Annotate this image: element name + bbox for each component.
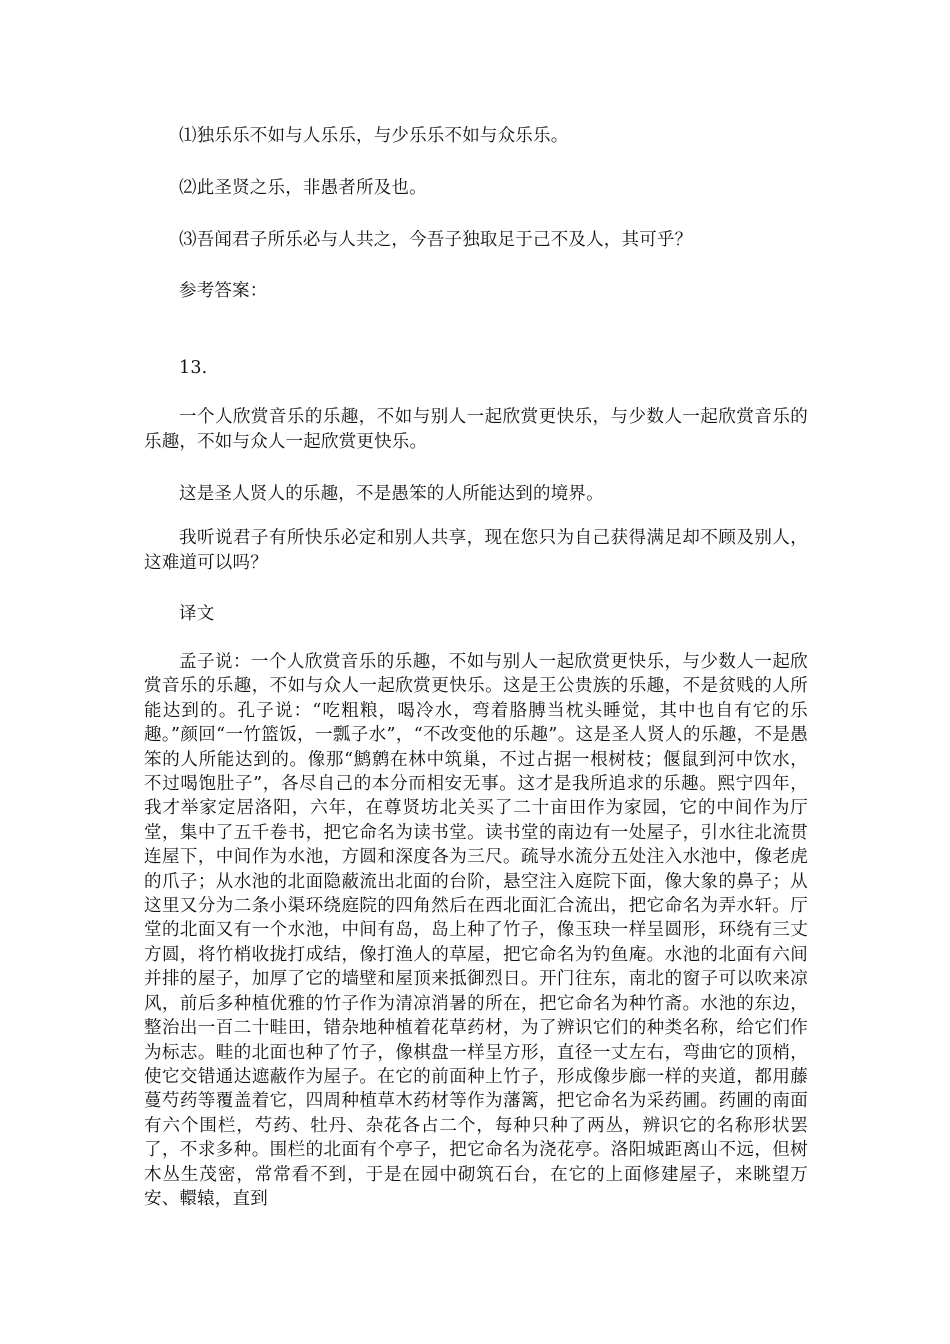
answer-item-2: 这是圣人贤人的乐趣，不是愚笨的人所能达到的境界。: [179, 484, 604, 504]
question-number: 13.: [179, 358, 208, 378]
answer-heading: 参考答案：: [179, 281, 268, 301]
translation-heading: 译文: [179, 604, 215, 624]
question-item-2: ⑵此圣贤之乐，非愚者所及也。: [179, 178, 427, 198]
answer-item-1: 一个人欣赏音乐的乐趣，不如与别人一起欣赏更快乐，与少数人一起欣赏音乐的乐趣，不如与众人一起欣赏更快乐。: [144, 407, 808, 452]
question-item-1: ⑴独乐乐不如与人乐乐，与少乐乐不如与众乐乐。: [179, 126, 569, 146]
translation-body: 孟子说：一个人欣赏音乐的乐趣，不如与别人一起欣赏更快乐，与少数人一起欣赏音乐的乐趣，不如与众人一起欣赏更快乐。这是王公贵族的乐趣，不是贫贱的人所能达到的。孔子说：“吃粗粮，喝冷水，弯着胳膊当枕头睡觉，其中也自有它的乐趣。”颜回“一竹篮饭，一瓢子水”，“不改变他的乐趣”。这是圣人贤人的乐趣，不是愚笨的人所能达到的。像那“鹪鹩在林中筑巢，不过占据一根树枝；偃鼠到河中饮水，不过喝饱肚子”，各尽自己的本分而相安无事。这才是我所追求的乐趣。熙宁四年，我才举家定居洛阳，六年，在尊贤坊北关买了二十亩田作为家园，它的中间作为厅堂，集中了五千卷书，把它命名为读书堂。读书堂的南边有一处屋子，引水往北流贯连屋下，中间作为水池，方圆和深度各为三尺。疏导水流分五处注入水池中，像老虎的爪子；从水池的北面隐蔽流出北面的台阶，悬空注入庭院下面，像大象的鼻子；从这里又分为二条小渠环绕庭院的四角然后在西北面汇合流出，把它命名为弄水轩。厅堂的北面又有一个水池，中间有岛，岛上种了竹子，像玉玦一样呈圆形，环绕有三丈方圆，将竹梢收拢打成结，像打渔人的草屋，把它命名为钓鱼庵。水池的北面有六间并排的屋子，加厚了它的墙壁和屋顶来抵御烈日。开门往东，南北的窗子可以吹来凉风，前后多种植优雅的竹子作为清凉消暑的所在，把它命名为种竹斋。水池的东边，整治出一百二十畦田，错杂地种植着花草药材，为了辨识它们的种类名称，给它们作为标志。畦的北面也种了竹子，像棋盘一样呈方形，直径一丈左右，弯曲它的顶梢，使它交错通达遮蔽作为屋子。在它的前面种上竹子，形成像步廊一样的夹道，都用藤蔓芍药等覆盖着它，四周种植草木药材等作为藩篱，把它命名为采药圃。药圃的南面有六个围栏，芍药、牡丹、杂花各占二个，每种只种了两丛，辨识它的名称形状罢了，不求多种。围栏的北面有个亭子，把它命名为浇花亭。洛阳城距离山不远，但树木丛生茂密，常常看不到，于是在园中砌筑石台，在它的上面修建屋子，来眺望万安、轘辕，直到: [144, 652, 808, 1209]
answer-item-3: 我听说君子有所快乐必定和别人共享，现在您只为自己获得满足却不顾及别人，这难道可以吗？: [144, 528, 808, 573]
question-item-3: ⑶吾闻君子所乐必与人共之，今吾子独取足于己不及人，其可乎？: [179, 230, 693, 250]
